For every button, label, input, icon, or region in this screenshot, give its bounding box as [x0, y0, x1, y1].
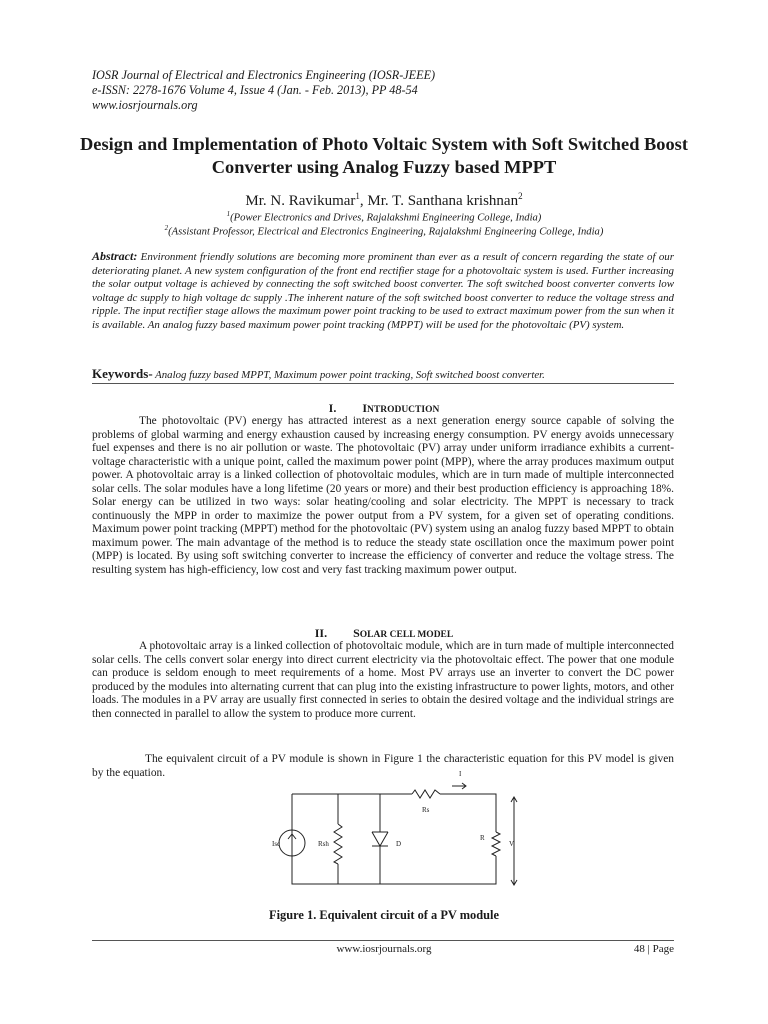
- author-line: [80, 187, 688, 210]
- keywords: [92, 367, 692, 382]
- voltage-label: V: [509, 840, 515, 848]
- series-resistor-label: Rs: [422, 806, 430, 814]
- abstract-label: Abstract:: [92, 249, 138, 263]
- journal-name: IOSR Journal of Electrical and Electronics Engineering (IOSR-JEEE): [92, 68, 436, 82]
- shunt-resistor-symbol: [334, 824, 342, 864]
- section-number: II.: [314, 626, 328, 640]
- load-resistor-label: R: [480, 834, 485, 842]
- author-affiliation-mark: 1: [355, 191, 360, 201]
- series-resistor-symbol: [412, 790, 440, 798]
- author-separator: ,: [359, 193, 368, 209]
- divider: [92, 383, 674, 384]
- section-title-rest: OLAR CELL MODEL: [359, 630, 454, 640]
- equivalent-circuit-diagram: [262, 770, 540, 896]
- section-title-rest: NTRODUCTION: [367, 405, 440, 415]
- affiliation: [80, 222, 688, 239]
- abstract: [92, 250, 674, 333]
- affiliation-text: (Power Electronics and Drives, Rajalakshmi Engineering College, India): [230, 212, 542, 224]
- diode-label: D: [396, 840, 402, 848]
- section-title-initial: I: [362, 401, 368, 415]
- journal-issue: e-ISSN: 2278-1676 Volume 4, Issue 4 (Jan. - Feb. 2013), PP 48-54: [92, 83, 418, 97]
- abstract-text: Environment friendly solutions are becoming more prominent than ever as a result of concern regarding the state of our deteriorating planet. A new system configuration of the front end rectifier stage for a photovoltaic system is used. Further increasing the solar output voltage is achieved by connecting the soft switched boost converter. The soft switched boost converter converts low voltage dc supply to high voltage dc supply .The inherent nature of the soft switched boost converter to reduce the voltage stress and ripple. The input rectifier stage allows the maximum power point tracking to be used to extract maximum power from the sun when it is available. An analog fuzzy based maximum power point tracking (MPPT) will be used for the photovoltaic (PV) system.: [92, 251, 674, 331]
- keywords-text: Analog fuzzy based MPPT, Maximum power point tracking, Soft switched boost converter.: [152, 369, 545, 381]
- affiliation-mark: 1: [226, 210, 231, 218]
- section-number: I.: [328, 401, 337, 415]
- load-resistor-symbol: [492, 832, 500, 856]
- circuit-wires: [292, 794, 496, 884]
- journal-header: [92, 68, 692, 113]
- body-paragraph: The photovoltaic (PV) energy has attracted interest as a next generation energy source capable of solving the problems of global warming and energy exhaustion caused by increasing energy consumption. PV energy avoids unnecessary fuel expenses and there is no air pollution or waste. The photovoltaic (PV) array under uniform irradiance exhibits a current-voltage characteristic with a unique point, called the maximum power point (MPP), where the array produces maximum output power. A photovoltaic array is a linked collection of photovoltaic modules, which are in turn made of multiple interconnected solar cells. The solar modules have a long lifetime (20 years or more) and their best production efficiency is approaching 18%. Solar energy can be utilized in two ways: solar heating/cooling and solar electricity. The MPPT is necessary to track continuously the MPP in order to maximize the power output from a PV system, for a given set of operating conditions. Maximum power point tracking (MPPT) method for the photovoltaic (PV) system using an analog fuzzy based MPPT to obtain maximum power. The main advantage of the method is to reduce the steady state oscillation once the maximum power point (MPP) is located. By using soft switching converter to increase the efficiency of converter and reduce the voltage stress. The resulting system has high-efficiency, low cost and very fast tracking maximum power output.: [92, 415, 674, 576]
- current-source-arrow: [288, 834, 296, 852]
- figure-caption: Figure 1. Equivalent circuit of a PV module: [269, 908, 499, 922]
- affiliation-text: (Assistant Professor, Electrical and Electronics Engineering, Rajalakshmi Engineering College, India): [168, 226, 604, 238]
- affiliation-mark: 2: [164, 224, 169, 232]
- footer-website: www.iosrjournals.org: [336, 943, 432, 955]
- source-label: Isc: [272, 840, 281, 848]
- shunt-resistor-label: Rsh: [318, 840, 329, 848]
- author-name: Mr. N. Ravikumar: [245, 193, 356, 209]
- body-paragraph: A photovoltaic array is a linked collection of photovoltaic module, which are in turn made of multiple interconnected solar cells. The cells convert solar energy into direct current electricity via the photovoltaic effect. The power that one module can produce is seldom enough to meet requirements of a home. Most PV arrays use an inverter to convert the DC power produced by the modules into alternating current that can plug into the existing infrastructure to power lights, motors, and other loads. The modules in a PV array are usually first connected in series to obtain the desired voltage and the individual strings are then connected in parallel to allow the system to produce more current.: [92, 640, 674, 720]
- author-name: Mr. T. Santhana krishnan: [367, 193, 519, 209]
- body-paragraph: The equivalent circuit of a PV module is shown in Figure 1 the characteristic equation for this PV model is given by the equation.: [92, 753, 674, 779]
- divider: [92, 940, 674, 941]
- current-arrow: [452, 783, 466, 789]
- author-affiliation-mark: 2: [518, 191, 523, 201]
- paper-title: Design and Implementation of Photo Voltaic System with Soft Switched Boost Converter using Analog Fuzzy based MPPT: [80, 134, 688, 177]
- diode-symbol: [372, 832, 388, 854]
- keywords-label: Keywords-: [92, 366, 153, 381]
- section-title-initial: S: [353, 626, 360, 640]
- page-number: 48 | Page: [633, 943, 674, 955]
- journal-website: www.iosrjournals.org: [92, 98, 198, 112]
- current-label: I: [459, 770, 462, 778]
